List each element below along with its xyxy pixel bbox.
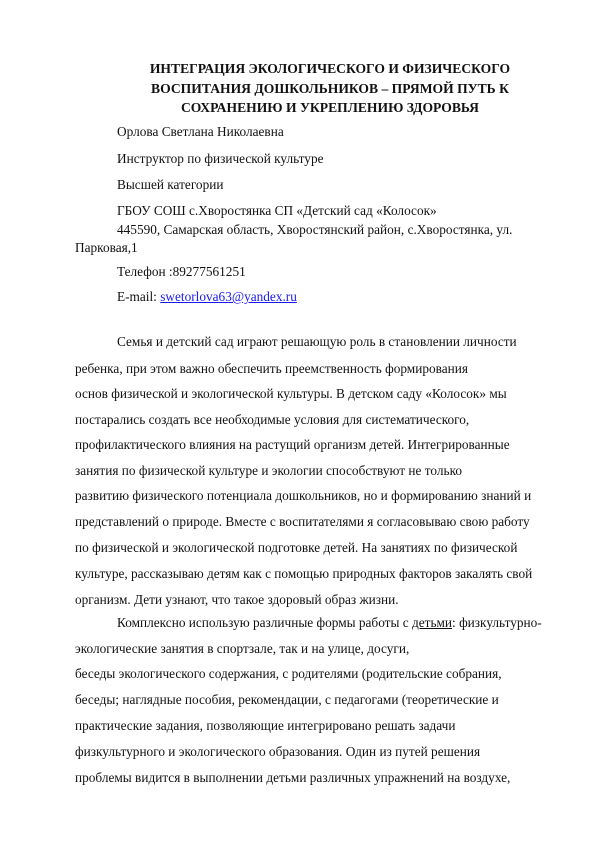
paragraph-line: по физической и экологической подготовке детей. На занятиях по физической [75, 540, 518, 555]
underlined-word: детьми [411, 615, 453, 630]
paragraph-line: развитию физического потенциала дошкольников, но и формированию знаний и [75, 488, 532, 503]
email-link[interactable]: swetorlova63@yandex.ru [160, 289, 297, 304]
author-phone: Телефон :89277561251 [117, 264, 246, 279]
document-title [110, 59, 550, 118]
paragraph-line: беседы; наглядные пособия, рекомендации, с педагогами (теоретические и [75, 692, 499, 707]
email-label: E-mail: [117, 289, 161, 304]
paragraph-line: практические задания, позволяющие интегрировано решать задачи [75, 718, 456, 733]
paragraph-line: экологические занятия в спортзале, так и на улице, досуги, [75, 641, 410, 656]
paragraph-line: профилактического влияния на растущий организм детей. Интегрированные [75, 437, 510, 452]
paragraph-line: занятия по физической культуре и экологии способствуют не только [75, 463, 462, 478]
paragraph-line: физкультурного и экологического образования. Один из путей решения [75, 744, 481, 759]
paragraph-line: Семья и детский сад играют решающую роль в становлении личности [117, 334, 517, 349]
title-line: ВОСПИТАНИЯ ДОШКОЛЬНИКОВ – ПРЯМОЙ ПУТЬ К [151, 80, 509, 96]
paragraph-line: постарались создать все необходимые условия для систематического, [75, 412, 470, 427]
author-position: Инструктор по физической культуре [117, 151, 324, 166]
paragraph-line: ребенка, при этом важно обеспечить преемственность формирования [75, 361, 468, 376]
paragraph-2-first-line [117, 615, 542, 631]
author-name: Орлова Светлана Николаевна [117, 124, 284, 139]
paragraph-line: представлений о природе. Вместе с воспитателями я согласовываю свою работу [75, 514, 530, 529]
paragraph-line: организм. Дети узнают, что такое здоровый образ жизни. [75, 592, 399, 607]
paragraph-line: культуре, рассказываю детям как с помощью природных факторов закалять свой [75, 566, 533, 581]
paragraph-line: проблемы видится в выполнении детьми различных упражнений на воздухе, [75, 770, 511, 785]
paragraph-line: основ физической и экологической культуры. В детском саду «Колосок» мы [75, 386, 507, 401]
author-organization: ГБОУ СОШ с.Хворостянка СП «Детский сад «Колосок» [117, 203, 437, 218]
author-email-row [117, 289, 297, 305]
paragraph-line: беседы экологического содержания, с родителями (родительские собрания, [75, 666, 502, 681]
title-line: ИНТЕГРАЦИЯ ЭКОЛОГИЧЕСКОГО И ФИЗИЧЕСКОГО [149, 61, 511, 76]
author-address-line: 445590, Самарская область, Хворостянский район, с.Хворостянка, ул. [117, 222, 513, 237]
title-line: СОХРАНЕНИЮ И УКРЕПЛЕНИЮ ЗДОРОВЬЯ [180, 100, 480, 115]
author-category: Высшей категории [117, 177, 224, 192]
author-address-line: Парковая,1 [75, 240, 138, 255]
text-run: : физкультурно- [452, 615, 542, 630]
text-run: Комплексно использую различные формы работы с [117, 615, 412, 630]
